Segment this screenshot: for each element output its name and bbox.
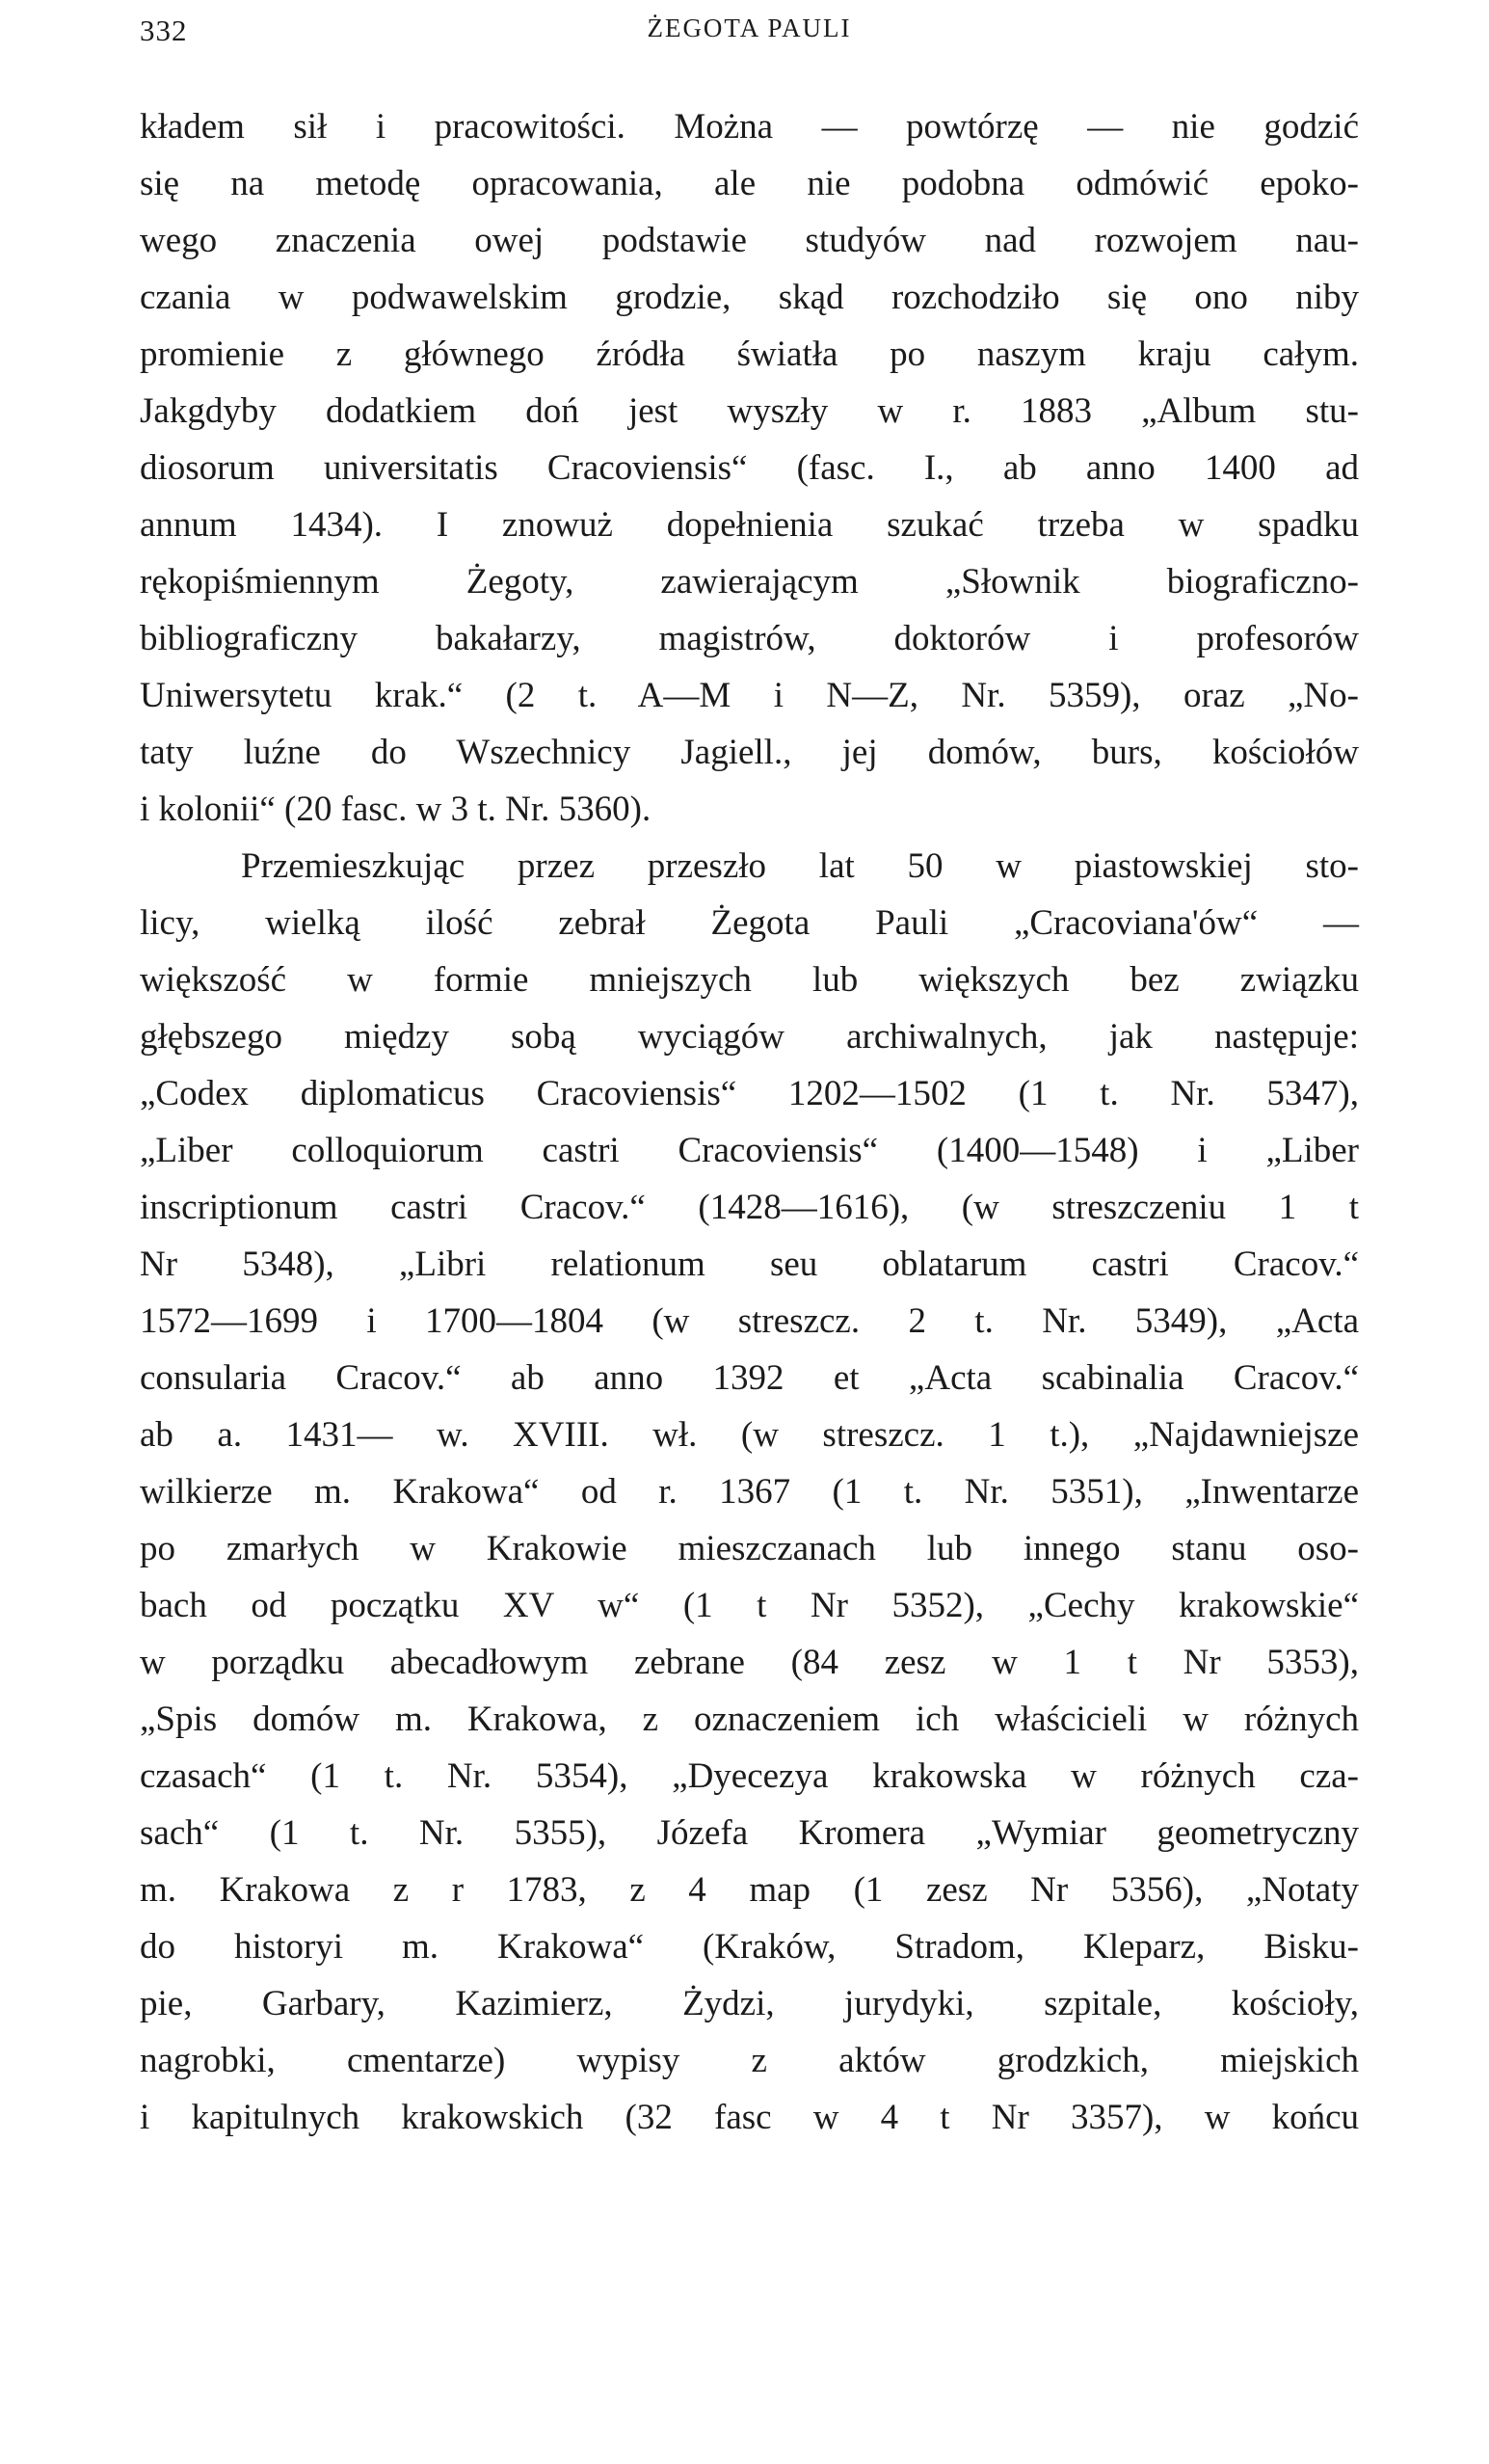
text-line: m. Krakowa z r 1783, z 4 map (1 zesz Nr 5356), „Notaty xyxy=(140,1870,1359,1910)
text-line: głębszego między sobą wyciągów archiwalnych, jak następuje: xyxy=(140,1017,1359,1057)
text-line: annum 1434). I znowuż dopełnienia szukać trzeba w spadku xyxy=(140,505,1359,545)
body-text xyxy=(140,98,1359,2146)
text-line: rękopiśmiennym Żegoty, zawierającym „Słownik biograficzno- xyxy=(140,562,1359,602)
text-line: Uniwersytetu krak.“ (2 t. A—M i N—Z, Nr. 5359), oraz „No- xyxy=(140,676,1359,715)
text-line: 1572—1699 i 1700—1804 (w streszcz. 2 t. Nr. 5349), „Acta xyxy=(140,1301,1359,1341)
text-line: consularia Cracov.“ ab anno 1392 et „Acta scabinalia Cracov.“ xyxy=(140,1358,1359,1398)
page-header xyxy=(140,13,1359,56)
text-line: „Liber colloquiorum castri Cracoviensis“ (1400—1548) i „Liber xyxy=(140,1131,1359,1170)
text-line: czania w podwawelskim grodzie, skąd rozchodziło się ono niby xyxy=(140,278,1359,317)
text-line: licy, wielką ilość zebrał Żegota Pauli „Cracoviana'ów“ — xyxy=(140,903,1359,943)
text-line: inscriptionum castri Cracov.“ (1428—1616), (w streszczeniu 1 t xyxy=(140,1188,1359,1227)
text-line: pie, Garbary, Kazimierz, Żydzi, jurydyki, szpitale, kościoły, xyxy=(140,1984,1359,2023)
text-line: promienie z głównego źródła światła po naszym kraju całym. xyxy=(140,335,1359,374)
page-number: 332 xyxy=(140,13,188,47)
text-line: wilkierze m. Krakowa“ od r. 1367 (1 t. Nr. 5351), „Inwentarze xyxy=(140,1472,1359,1512)
text-line: „Codex diplomaticus Cracoviensis“ 1202—1502 (1 t. Nr. 5347), xyxy=(140,1074,1359,1113)
text-line: diosorum universitatis Cracoviensis“ (fasc. I., ab anno 1400 ad xyxy=(140,448,1359,488)
text-line: ab a. 1431— w. XVIII. wł. (w streszcz. 1 t.), „Najdawniejsze xyxy=(140,1415,1359,1455)
text-line: nagrobki, cmentarze) wypisy z aktów grodzkich, miejskich xyxy=(140,2041,1359,2080)
text-line: „Spis domów m. Krakowa, z oznaczeniem ich właścicieli w różnych xyxy=(140,1700,1359,1739)
text-line: wego znaczenia owej podstawie studyów nad rozwojem nau- xyxy=(140,221,1359,260)
text-line: po zmarłych w Krakowie mieszczanach lub innego stanu oso- xyxy=(140,1529,1359,1568)
text-line: bach od początku XV w“ (1 t Nr 5352), „Cechy krakowskie“ xyxy=(140,1586,1359,1625)
text-line: taty luźne do Wszechnicy Jagiell., jej domów, burs, kościołów xyxy=(140,733,1359,772)
running-title: ŻEGOTA PAULI xyxy=(647,13,852,42)
text-line: sach“ (1 t. Nr. 5355), Józefa Kromera „Wymiar geometryczny xyxy=(140,1813,1359,1853)
text-line: większość w formie mniejszych lub większych bez związku xyxy=(140,960,1359,1000)
text-line: kładem sił i pracowitości. Można — powtórzę — nie godzić xyxy=(140,107,1359,147)
text-line: Przemieszkując przez przeszło lat 50 w piastowskiej sto- xyxy=(241,846,1359,886)
text-line: i kapitulnych krakowskich (32 fasc w 4 t Nr 3357), w końcu xyxy=(140,2098,1359,2137)
text-line: i kolonii“ (20 fasc. w 3 t. Nr. 5360). xyxy=(140,790,651,829)
text-line: bibliograficzny bakałarzy, magistrów, doktorów i profesorów xyxy=(140,619,1359,658)
text-line: Nr 5348), „Libri relationum seu oblatarum castri Cracov.“ xyxy=(140,1245,1359,1284)
text-line: Jakgdyby dodatkiem doń jest wyszły w r. 1883 „Album stu- xyxy=(140,391,1359,431)
text-line: w porządku abecadłowym zebrane (84 zesz w 1 t Nr 5353), xyxy=(140,1643,1359,1682)
text-line: się na metodę opracowania, ale nie podobna odmówić epoko- xyxy=(140,164,1359,203)
text-line: czasach“ (1 t. Nr. 5354), „Dyecezya krakowska w różnych cza- xyxy=(140,1756,1359,1796)
text-line: do historyi m. Krakowa“ (Kraków, Stradom, Kleparz, Bisku- xyxy=(140,1927,1359,1967)
